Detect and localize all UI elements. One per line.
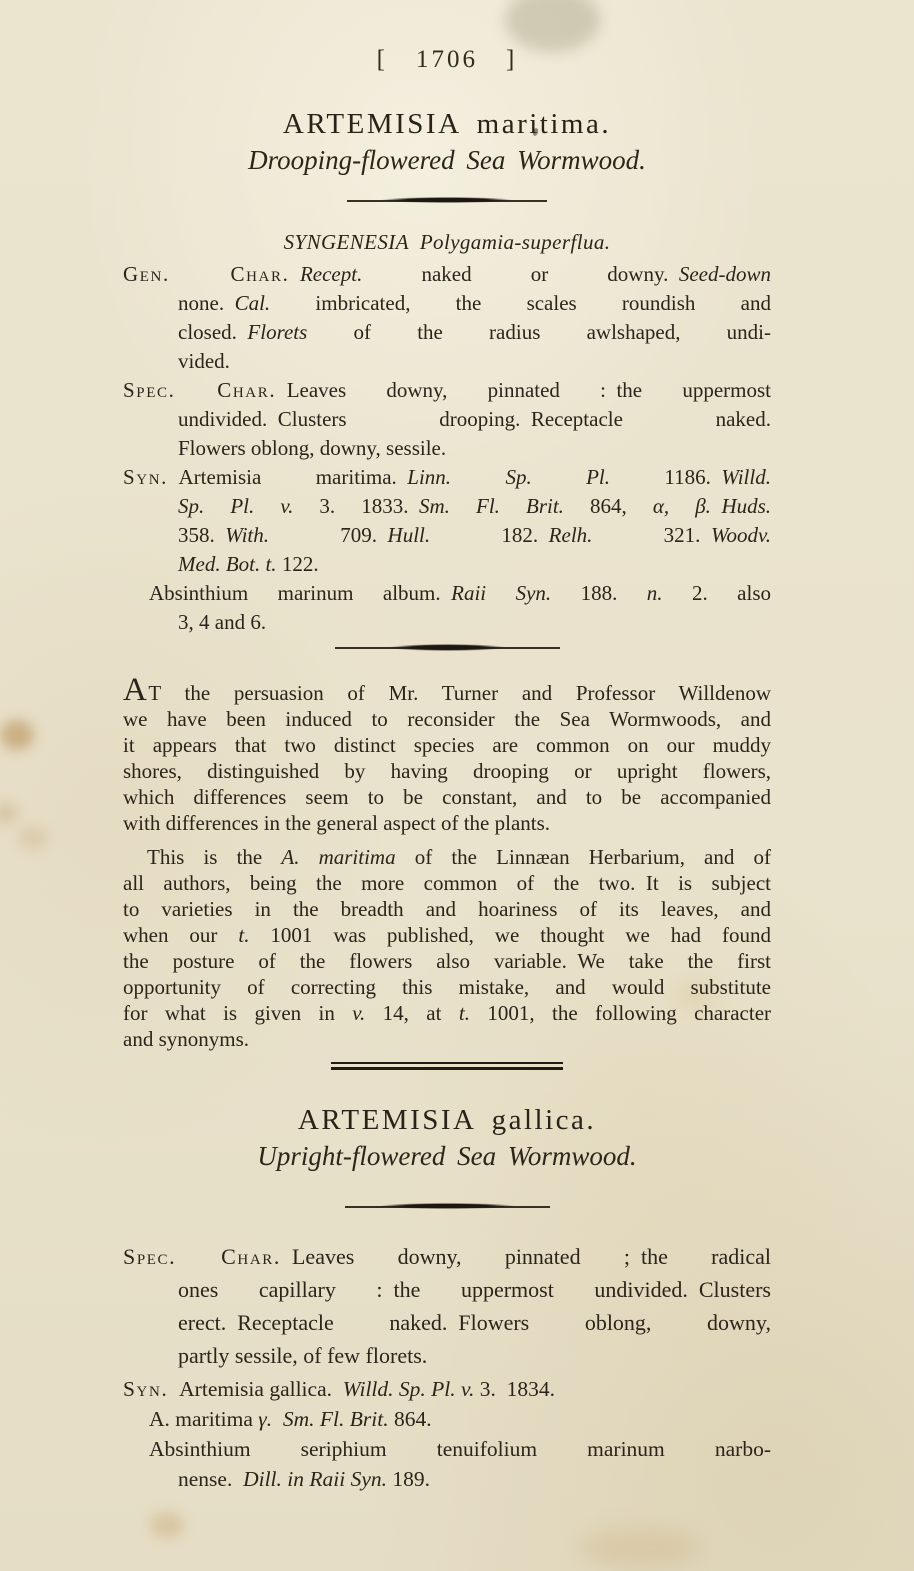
synonyms-block-1 (123, 463, 771, 637)
text-segment: Recept. (299, 262, 363, 286)
text-line (123, 870, 771, 896)
body-paragraph-2 (123, 844, 771, 1052)
text-segment: With. (225, 523, 270, 547)
page-number: [ 1706 ] (376, 46, 518, 73)
text-segment: 358. (178, 523, 226, 547)
text-segment: 864. (388, 1407, 432, 1431)
species2-subtitle: Upright-flowered Sea Wormwood. (257, 1141, 637, 1171)
text-segment: 182. (430, 523, 549, 547)
separator-swelled-rule (345, 1202, 550, 1210)
text-segment: v. (352, 1001, 366, 1025)
text-segment: 3. 1833. (293, 494, 420, 518)
text-segment: it appears that two distinct species are common on our muddy (123, 733, 771, 757)
text-line (123, 579, 771, 608)
text-segment: α, β. (652, 494, 711, 518)
text-segment: 3, 4 and 6. (178, 610, 267, 634)
text-line (123, 318, 771, 347)
text-line (123, 732, 771, 758)
text-line (123, 1026, 771, 1052)
text-line (123, 1000, 771, 1026)
text-segment: Spec. Char. (123, 1244, 281, 1269)
text-segment: to varieties in the breadth and hoariness of its leaves, and (123, 897, 771, 921)
text-segment: γ. (258, 1407, 273, 1431)
text-segment: the posture of the flowers also variable. We take the first (123, 949, 771, 973)
foxing-spot (0, 802, 18, 824)
text-line (123, 1306, 771, 1339)
text-segment: 122. (276, 552, 319, 576)
text-line (123, 289, 771, 318)
text-segment: Syn. (123, 465, 168, 489)
text-segment: 709. (269, 523, 388, 547)
text-segment: Linn. Sp. Pl. (407, 465, 611, 489)
text-segment: 1001, the following character (469, 1001, 772, 1025)
text-line (123, 896, 771, 922)
text-segment: A (123, 672, 149, 708)
text-line (123, 922, 771, 948)
text-segment: Syn. (123, 1377, 169, 1401)
text-segment: none. (178, 291, 235, 315)
text-segment: Artemisia maritima. (168, 465, 408, 489)
text-segment: Absinthium seriphium tenuifolium marinum narbo- (149, 1437, 771, 1461)
foxing-spot (580, 1528, 700, 1568)
text-line (123, 672, 771, 708)
text-line (123, 758, 771, 784)
text-segment: Sm. Fl. Brit. (419, 494, 564, 518)
text-segment: with differences in the general aspect of the plants. (123, 811, 551, 835)
text-line (123, 463, 771, 492)
text-segment: 1186. (610, 465, 722, 489)
text-line (123, 844, 771, 870)
foxing-spot (150, 1512, 184, 1538)
text-line (123, 1464, 771, 1494)
text-segment: Willd. (721, 465, 771, 489)
text-segment: 3. 1834. (474, 1377, 555, 1401)
species1-subtitle: Drooping-flowered Sea Wormwood. (248, 145, 646, 175)
text-line (123, 434, 771, 463)
text-segment: Leaves downy, pinnated : the uppermost (276, 378, 771, 402)
text-segment: Sm. Fl. Brit. (282, 1407, 389, 1431)
text-segment: of the radius awlshaped, undi- (307, 320, 771, 344)
text-segment: we have been induced to reconsider the Sea Wormwoods, and (123, 707, 771, 731)
text-segment: all authors, being the more common of the two. It is subject (123, 871, 771, 895)
text-segment (289, 262, 300, 286)
text-segment: for what is given in (123, 1001, 353, 1025)
spec-char-block-1 (123, 376, 771, 463)
text-segment: A. maritima (281, 845, 396, 869)
text-line (123, 376, 771, 405)
text-line (123, 492, 771, 521)
text-segment: T the persuasion of Mr. Turner and Professor Willdenow (148, 681, 771, 705)
text-segment: 2. also (662, 581, 771, 605)
separator-swelled-rule (335, 643, 560, 651)
text-segment: when our (123, 923, 239, 947)
text-segment: Woodv. (710, 523, 772, 547)
text-line (123, 550, 771, 579)
text-segment: Raii Syn. (451, 581, 552, 605)
spec-char-block-2 (123, 1240, 771, 1372)
text-segment: 1001 was published, we thought we had found (249, 923, 771, 947)
text-line (123, 706, 771, 732)
text-segment: Cal. (234, 291, 271, 315)
text-line (123, 948, 771, 974)
foxing-spot (18, 826, 48, 850)
text-line (123, 1273, 771, 1306)
text-segment: t. (458, 1001, 470, 1025)
text-line (123, 521, 771, 550)
text-segment: n. (646, 581, 663, 605)
text-segment: 321. (592, 523, 711, 547)
text-segment: Seed-down (678, 262, 771, 286)
text-segment: naked or downy. (362, 262, 679, 286)
text-segment: undivided. Clusters drooping. Receptacle naked. (178, 407, 771, 431)
text-segment: 188. (551, 581, 647, 605)
text-segment: Sp. Pl. v. (178, 494, 294, 518)
text-segment: Spec. Char. (123, 378, 277, 402)
text-segment: 14, at (365, 1001, 459, 1025)
text-line (123, 1240, 771, 1273)
text-segment: 189. (387, 1467, 430, 1491)
text-line (123, 405, 771, 434)
text-segment: closed. (178, 320, 248, 344)
text-segment: erect. Receptacle naked. Flowers oblong, downy, (178, 1310, 771, 1335)
text-segment: of the Linnæan Herbarium, and of (395, 845, 771, 869)
page-content (123, 0, 771, 1494)
text-segment: Artemisia gallica. (168, 1377, 343, 1401)
text-line (123, 1434, 771, 1464)
text-line (123, 974, 771, 1000)
text-segment: Absinthium marinum album. (149, 581, 452, 605)
text-segment: t. (238, 923, 250, 947)
text-segment: 864, (563, 494, 653, 518)
text-segment: Relh. (548, 523, 593, 547)
text-segment: Florets (247, 320, 308, 344)
text-line (123, 260, 771, 289)
text-segment: shores, distinguished by having drooping or upright flowers, (123, 759, 771, 783)
body-paragraph-1 (123, 672, 771, 836)
text-segment: Gen. Char. (123, 262, 290, 286)
gen-char-block (123, 260, 771, 376)
text-segment: A. maritima (149, 1407, 259, 1431)
text-line (123, 1374, 771, 1404)
text-line (123, 347, 771, 376)
text-segment: Leaves downy, pinnated ; the radical (280, 1244, 771, 1269)
text-line (123, 608, 771, 637)
separator-double-rule (331, 1062, 563, 1070)
text-segment: Med. Bot. t. (178, 552, 277, 576)
text-segment: imbricated, the scales roundish and (270, 291, 771, 315)
text-segment: Flowers oblong, downy, sessile. (178, 436, 447, 460)
text-line (123, 810, 771, 836)
text-segment: Willd. Sp. Pl. v. (342, 1377, 475, 1401)
species1-heading: ARTEMISIA maritima. (282, 108, 612, 140)
text-line (123, 1404, 771, 1434)
foxing-spot (0, 720, 34, 750)
text-segment (272, 1407, 283, 1431)
text-segment: vided. (178, 349, 230, 373)
text-segment: nense. (178, 1467, 244, 1491)
text-segment: and synonyms. (123, 1027, 249, 1051)
text-segment: Huds. (721, 494, 772, 518)
text-segment: Hull. (387, 523, 431, 547)
species2-heading: ARTEMISIA gallica. (297, 1104, 597, 1136)
text-line (123, 1339, 771, 1372)
text-segment (711, 494, 722, 518)
species1-classification: SYNGENESIA Polygamia-superflua. (283, 230, 611, 254)
text-segment: ones capillary : the uppermost undivided. Clusters (178, 1277, 771, 1302)
text-line (123, 784, 771, 810)
synonyms-block-2 (123, 1374, 771, 1494)
text-segment: partly sessile, of few florets. (178, 1343, 428, 1368)
text-segment: which differences seem to be constant, and to be accompanied (123, 785, 771, 809)
separator-swelled-rule (347, 196, 547, 204)
text-segment: This is the (147, 845, 282, 869)
text-segment: Dill. in Raii Syn. (243, 1467, 387, 1491)
text-segment: opportunity of correcting this mistake, and would substitute (123, 975, 771, 999)
